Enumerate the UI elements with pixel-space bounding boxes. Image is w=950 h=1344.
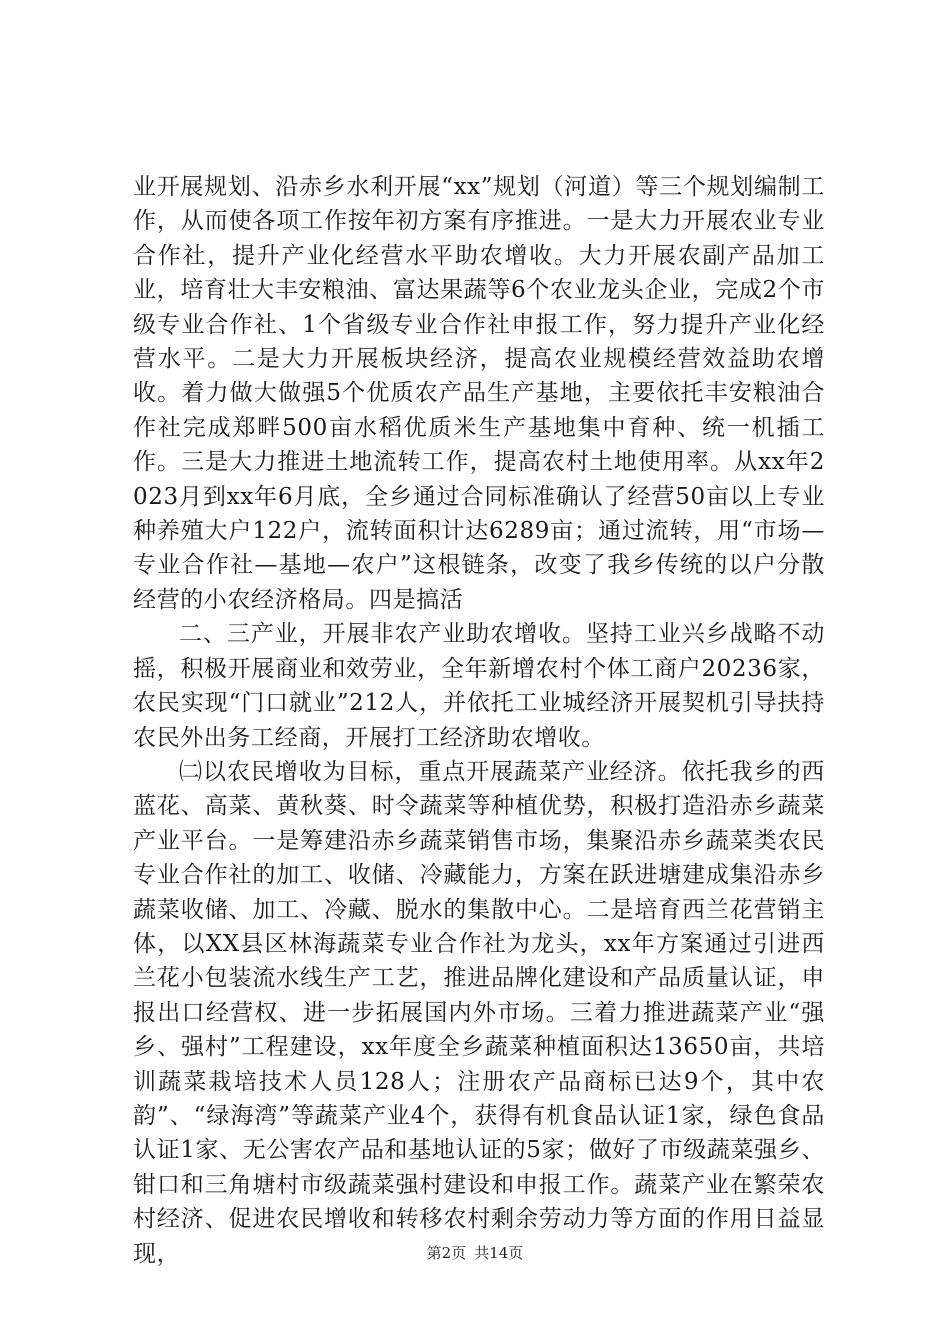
- page-footer: [0, 1243, 950, 1263]
- document-body: [133, 170, 825, 1271]
- page-total: 共14页: [474, 1244, 524, 1262]
- paragraph-2: 二、三产业，开展非农产业助农增收。坚持工业兴乡战略不动摇，积极开展商业和效劳业，全年新增农村个体工商户20236家，农民实现“门口就业”212人，并依托工业城经济开展契机引导扶持农民外出务工经商，开展打工经济助农增收。: [133, 621, 825, 751]
- page-number: 第2页: [426, 1244, 467, 1262]
- paragraph-1: 业开展规划、沿赤乡水利开展“xx”规划（河道）等三个规划编制工作，从而使各项工作按年初方案有序推进。一是大力开展农业专业合作社，提升产业化经营水平助农增收。大力开展农副产品加工业，培育壮大丰安粮油、富达果蔬等6个农业龙头企业，完成2个市级专业合作社、1个省级专业合作社申报工作，努力提升产业化经营水平。二是大力开展板块经济，提高农业规模经营效益助农增收。着力做大做强5个优质农产品生产基地，主要依托丰安粮油合作社完成郑畔500亩水稻优质米生产基地集中育种、统一机插工作。三是大力推进土地流转工作，提高农村土地使用率。从xx年2023月到xx年6月底，全乡通过合同标准确认了经营50亩以上专业种养殖大户122户，流转面积计达6289亩；通过流转，用“市场—专业合作社—基地—农户”这根链条，改变了我乡传统的以户分散经营的小农经济格局。四是搞活: [133, 174, 825, 613]
- paragraph-3: ㈡以农民增收为目标，重点开展蔬菜产业经济。依托我乡的西蓝花、高菜、黄秋葵、时令蔬菜等种植优势，积极打造沿赤乡蔬菜产业平台。一是筹建沿赤乡蔬菜销售市场，集聚沿赤乡蔬菜类农民专业合作社的加工、收储、冷藏能力，方案在跃进塘建成集沿赤乡蔬菜收储、加工、冷藏、脱水的集散中心。二是培育西兰花营销主体，以XX县区林海蔬菜专业合作社为龙头，xx年方案通过引进西兰花小包装流水线生产工艺，推进品牌化建设和产品质量认证，申报出口经营权、进一步拓展国内外市场。三着力推进蔬菜产业“强乡、强村”工程建设，xx年度全乡蔬菜种植面积达13650亩，共培训蔬菜栽培技术人员128人；注册农产品商标已达9个，其中农韵”、“绿海湾”等蔬菜产业4个，获得有机食品认证1家，绿色食品认证1家、无公害农产品和基地认证的5家；做好了市级蔬菜强乡、钳口和三角塘村市级蔬菜强村建设和申报工作。蔬菜产业在繁荣农村经济、促进农民增收和转移农村剩余劳动力等方面的作用日益显现，: [133, 758, 825, 1267]
